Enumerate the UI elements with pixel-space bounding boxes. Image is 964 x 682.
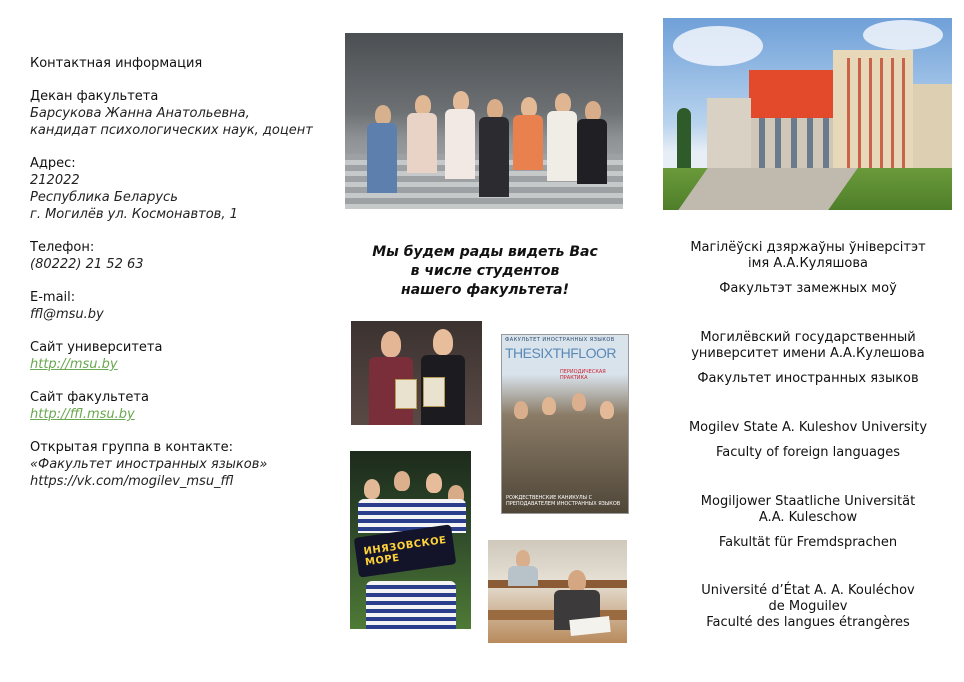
university-name-line: de Moguilev (768, 599, 848, 614)
vk-group-url: https://vk.com/mogilev_msu_ffl (30, 474, 234, 489)
phone-value: (80222) 21 52 63 (30, 257, 144, 272)
name-russian (663, 330, 953, 387)
tree (677, 108, 691, 168)
cloud (863, 20, 943, 50)
person (577, 119, 607, 184)
magazine-header: ФАКУЛЬТЕТ ИНОСТРАННЫХ ЯЗЫКОВ (505, 337, 615, 343)
welcome-line: Мы будем рады видеть Вас (372, 244, 598, 260)
building-side (913, 84, 952, 170)
sign-text: ИНЯЗОВСКОЕ МОРЕ (362, 534, 448, 569)
university-name-line: імя А.А.Куляшова (748, 256, 868, 271)
building-low (707, 98, 751, 170)
faculty-name: Faculty of foreign languages (716, 445, 900, 460)
building-windows (749, 118, 839, 170)
person (394, 471, 410, 491)
person (487, 99, 503, 119)
address-line: 212022 (30, 173, 80, 188)
classroom-photo (488, 540, 627, 643)
magazine-bottom-text: РОЖДЕСТВЕНСКИЕ КАНИКУЛЫ С ПРЕПОДАВАТЕЛЕМ ИНОСТРАННЫХ ЯЗЫКОВ (506, 495, 621, 507)
dean-label: Декан факультета (30, 89, 159, 104)
university-building-photo (663, 18, 952, 210)
striped-shirts (366, 581, 456, 629)
faculty-name: Faculté des langues étrangères (706, 615, 910, 630)
dean-block (30, 88, 330, 139)
person (367, 123, 397, 193)
address-line: Республика Беларусь (30, 190, 178, 205)
university-name-line: Магілёўскі дзяржаўны ўніверсітэт (690, 240, 926, 255)
magazine-cover (501, 334, 629, 514)
person (555, 93, 571, 113)
person (600, 401, 614, 419)
walkway (678, 168, 857, 210)
dean-title: кандидат психологических наук, доцент (30, 123, 313, 138)
university-name-line: Mogilev State A. Kuleshov University (688, 420, 928, 435)
vk-group-name: «Факультет иностранных языков» (30, 457, 268, 472)
person (547, 111, 577, 181)
university-name-line: A.A. Kuleschow (758, 510, 858, 525)
welcome-line: нашего факультета! (401, 282, 569, 298)
university-site-label: Сайт университета (30, 340, 163, 355)
person (445, 109, 475, 179)
person (407, 113, 437, 173)
graduation-photo (345, 33, 623, 209)
person (479, 117, 509, 197)
address-label: Адрес: (30, 156, 76, 171)
faculty-site-block (30, 389, 330, 423)
contact-info (30, 55, 330, 506)
welcome-line: в числе студентов (410, 263, 560, 279)
welcome-message (345, 243, 625, 300)
address-line: г. Могилёв ул. Космонавтов, 1 (30, 207, 238, 222)
name-french (663, 583, 953, 631)
contact-heading: Контактная информация (30, 56, 203, 71)
name-belarusian (663, 240, 953, 297)
person (415, 95, 431, 115)
person (508, 566, 538, 586)
magazine-title: THESIXTHFLOOR (505, 345, 616, 361)
person (426, 473, 442, 493)
faculty-name: Факультет иностранных языков (697, 371, 919, 386)
faculty-site-link[interactable]: http://ffl.msu.by (30, 407, 135, 422)
building-tower-stripes (839, 58, 907, 168)
address-block (30, 155, 330, 223)
university-name-line: университет имени А.А.Кулешова (691, 346, 925, 361)
person (381, 331, 401, 357)
person (521, 97, 537, 117)
certificate (395, 379, 417, 409)
person (542, 397, 556, 415)
magazine-side-text: ПЕРИОДИЧЕСКАЯ ПРАКТИКА (560, 369, 606, 381)
university-name-line: Могилёвский государственный (700, 330, 916, 345)
email-label: E-mail: (30, 290, 76, 305)
person (568, 570, 586, 592)
faculty-name: Факультэт замежных моў (719, 281, 897, 296)
vk-group-block (30, 439, 330, 490)
person (375, 105, 391, 125)
university-site-link[interactable]: http://msu.by (30, 357, 118, 372)
university-site-block (30, 339, 330, 373)
university-name-line: Mogiljower Staatliche Universität (700, 494, 916, 509)
email-value: ffl@msu.by (30, 307, 104, 322)
paper (569, 616, 610, 636)
person (513, 115, 543, 170)
university-name-line: Université d’État A. A. Kouléchov (701, 583, 915, 598)
email-block (30, 289, 330, 323)
cloud (673, 26, 763, 66)
person (433, 329, 453, 355)
phone-label: Телефон: (30, 240, 95, 255)
student-party-photo (350, 451, 471, 629)
certificate (423, 377, 445, 407)
person (572, 393, 586, 411)
person (453, 91, 469, 111)
person (514, 401, 528, 419)
faculty-name: Fakultät für Fremdsprachen (718, 535, 898, 550)
person (585, 101, 601, 121)
faculty-site-label: Сайт факультета (30, 390, 149, 405)
name-english (663, 420, 953, 461)
dean-name: Барсукова Жанна Анатольевна, (30, 106, 250, 121)
name-german (663, 494, 953, 551)
vk-group-label: Открытая группа в контакте: (30, 440, 233, 455)
award-photo (351, 321, 482, 425)
person (364, 479, 380, 499)
phone-block (30, 239, 330, 273)
